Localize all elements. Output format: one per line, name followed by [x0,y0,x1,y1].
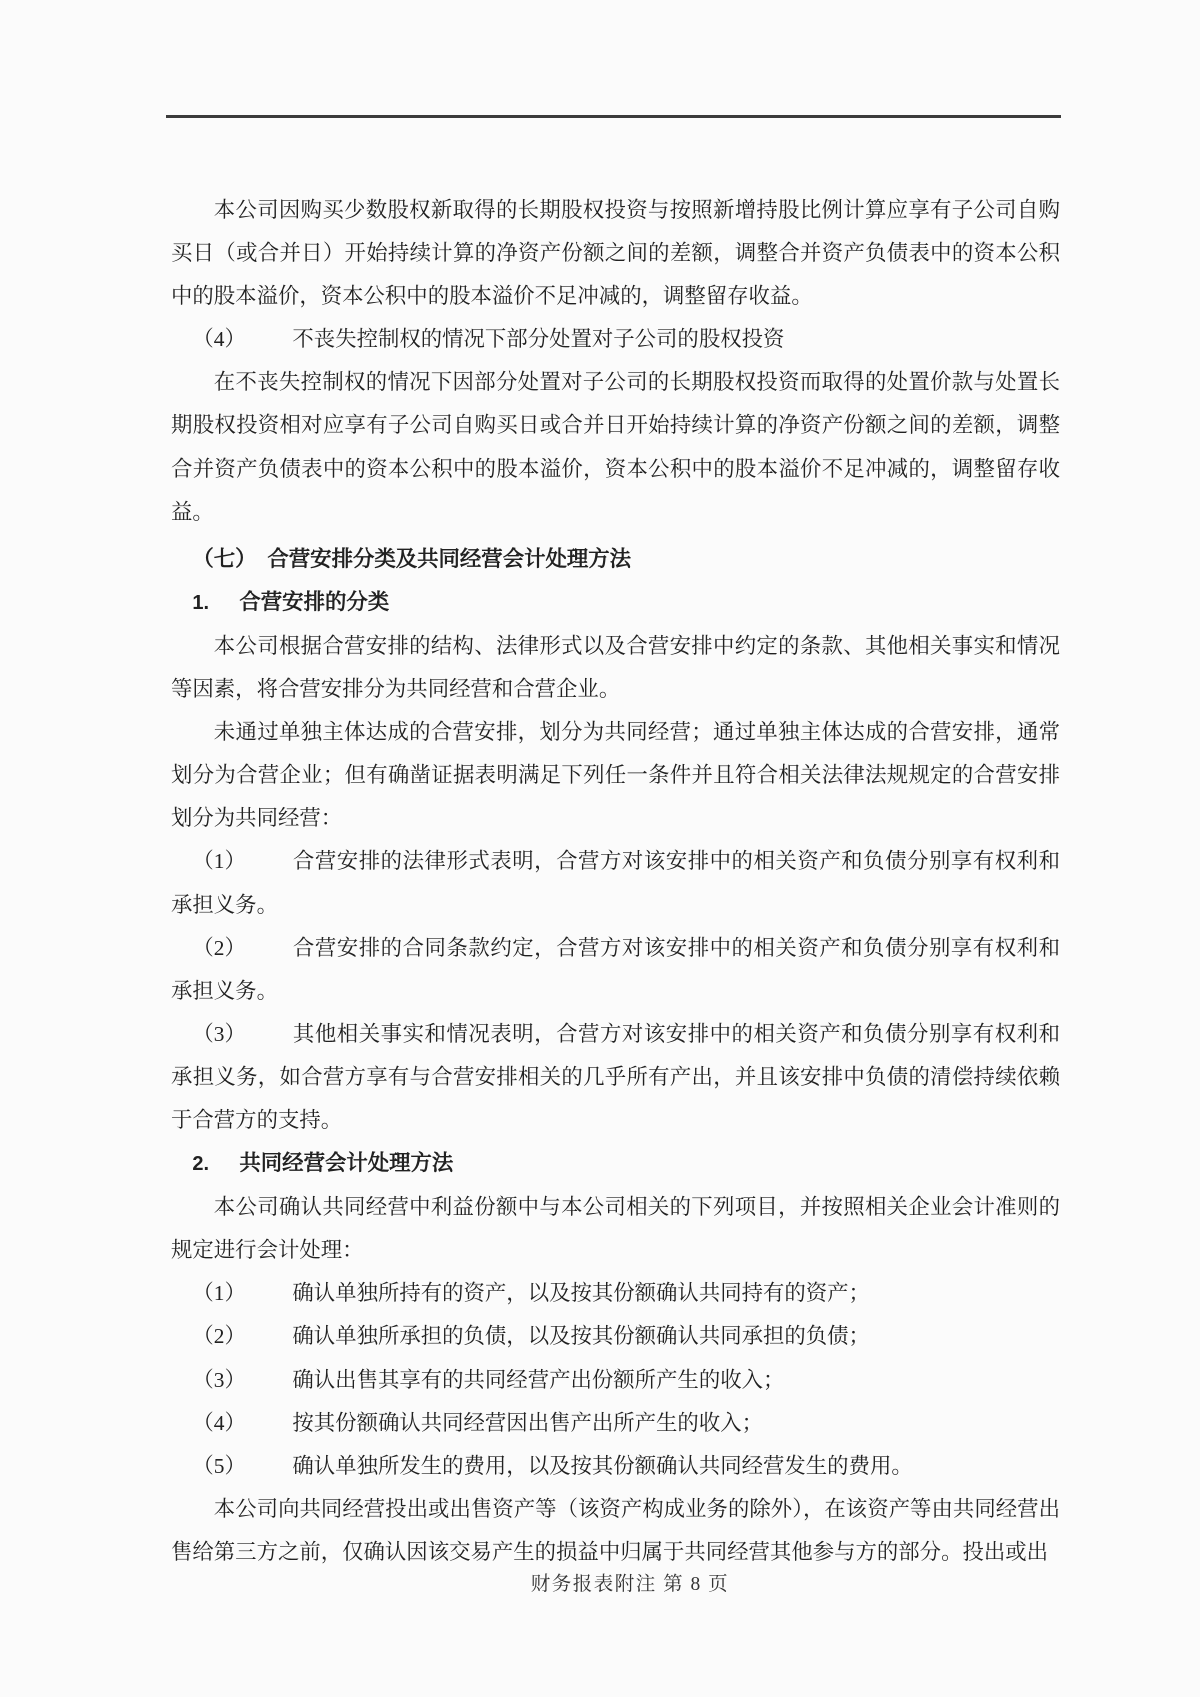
list-text: 按其份额确认共同经营因出售产出所产生的收入； [292,1410,763,1435]
list-number: （2） [192,1324,246,1349]
subsection-heading [171,1142,1060,1186]
paragraph: 本公司确认共同经营中利益份额中与本公司相关的下列项目，并按照相关企业会计准则的规定进行会计处理： [171,1195,1060,1263]
list-number: （1） [192,1281,246,1306]
paragraph: 本公司根据合营安排的结构、法律形式以及合营安排中约定的条款、其他相关事实和情况等因素，将合营安排分为共同经营和合营企业。 [171,633,1060,702]
list-number: （5） [192,1453,246,1478]
list-item [171,1315,1060,1358]
list-item [171,1402,1060,1445]
header-rule [166,115,1061,118]
list-text: 合营安排的法律形式表明，合营方对该安排中的相关资产和负债分别享有权利和承担义务。 [171,849,1060,917]
list-number: （1） [192,849,246,874]
section-number: （七） [192,546,257,571]
subsection-number: 2. [192,1153,210,1176]
document-body [171,189,1060,1574]
list-text: 确认单独所承担的负债，以及按其份额确认共同承担的负债； [292,1324,870,1349]
list-number: （2） [192,935,246,960]
paragraph: 在不丧失控制权的情况下因部分处置对子公司的长期股权投资而取得的处置价款与处置长期股权投资相对应享有子公司自购买日或合并日开始持续计算的净资产份额之间的差额，调整合并资产负债表中的资本公积中的股本溢价，资本公积中的股本溢价不足冲减的，调整留存收益。 [171,370,1060,524]
list-item [171,1272,1060,1315]
list-number: （3） [192,1021,246,1046]
paragraph: 未通过单独主体达成的合营安排，划分为共同经营；通过单独主体达成的合营安排，通常划分为合营企业；但有确凿证据表明满足下列任一条件并且符合相关法律法规规定的合营安排划分为共同经营： [171,720,1060,831]
list-number: （4） [192,327,246,352]
list-number: （3） [192,1367,246,1392]
list-text: 其他相关事实和情况表明，合营方对该安排中的相关资产和负债分别享有权利和承担义务，如合营方享有与合营安排相关的几乎所有产出，并且该安排中负债的清偿持续依赖于合营方的支持。 [171,1021,1060,1132]
list-number: （4） [192,1410,246,1435]
section-title: 合营安排分类及共同经营会计处理方法 [267,546,632,571]
list-item [171,840,1060,926]
list-text: 确认单独所持有的资产，以及按其份额确认共同持有的资产； [292,1281,870,1306]
page-footer: 财务报表附注 第 8 页 [530,1574,730,1595]
subsection-title: 合营安排的分类 [239,589,390,614]
paragraph: 本公司因购买少数股权新取得的长期股权投资与按照新增持股比例计算应享有子公司自购买日（或合并日）开始持续计算的净资产份额之间的差额，调整合并资产负债表中的资本公积中的股本溢价，资本公积中的股本溢价不足冲减的，调整留存收益。 [171,198,1060,309]
list-item [171,1445,1060,1488]
subsection-title: 共同经营会计处理方法 [239,1151,454,1176]
list-text: 确认出售其享有的共同经营产出份额所产生的收入； [292,1367,785,1392]
list-item [171,1359,1060,1402]
paragraph: 本公司向共同经营投出或出售资产等（该资产构成业务的除外），在该资产等由共同经营出售给第三方之前，仅确认因该交易产生的损益中归属于共同经营其他参与方的部分。投出或出 [171,1496,1060,1564]
list-item [171,1013,1060,1142]
list-text: 确认单独所发生的费用，以及按其份额确认共同经营发生的费用。 [292,1453,913,1478]
list-text: 不丧失控制权的情况下部分处置对子公司的股权投资 [292,327,785,352]
section-heading [171,538,1060,581]
list-text: 合营安排的合同条款约定，合营方对该安排中的相关资产和负债分别享有权利和承担义务。 [171,935,1060,1003]
list-item [171,318,1060,361]
subsection-number: 1. [192,591,210,614]
subsection-heading [171,581,1060,625]
list-item [171,927,1060,1013]
